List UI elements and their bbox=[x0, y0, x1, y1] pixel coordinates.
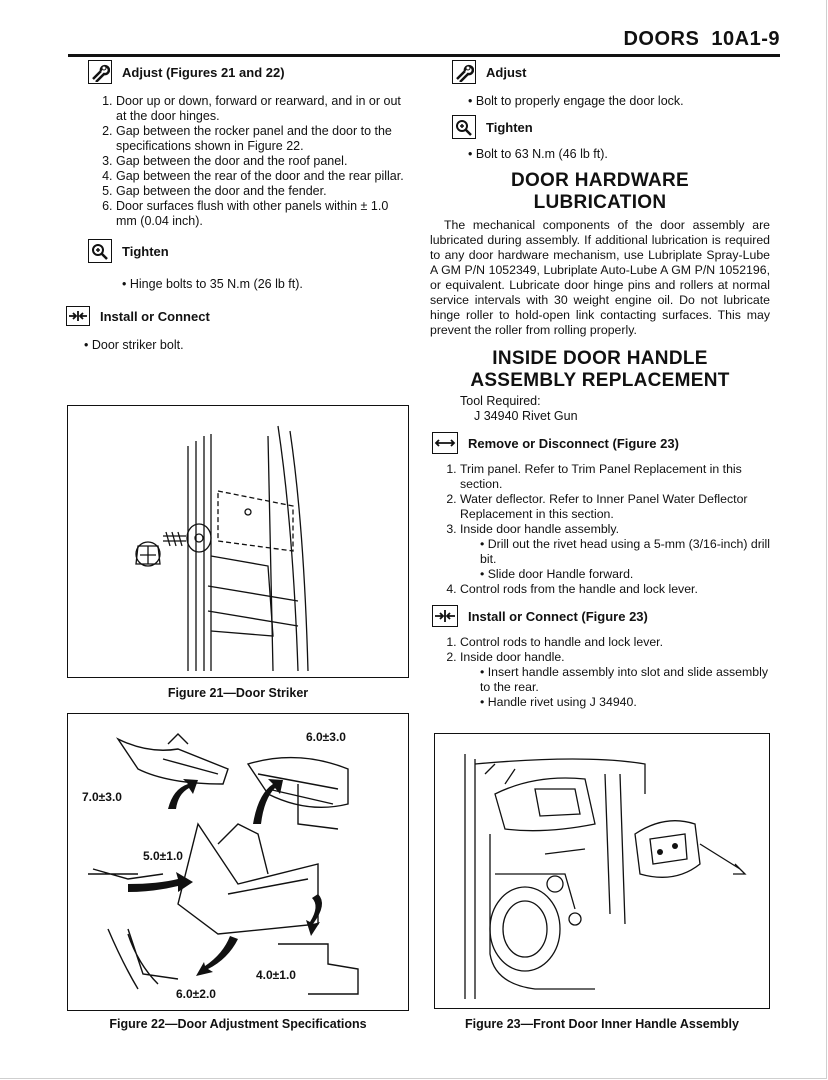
adjust-step: 5. Gap between the door and the fender. bbox=[116, 184, 406, 199]
adjust-step: 6. Door surfaces flush with other panels within ± 1.0 mm (0.04 inch). bbox=[116, 199, 406, 229]
remove-substep: • Slide door Handle forward. bbox=[480, 567, 770, 582]
figure-22 bbox=[67, 713, 409, 1011]
wrench-icon bbox=[88, 60, 112, 84]
adjust-item: • Bolt to properly engage the door lock. bbox=[468, 94, 770, 109]
lubrication-paragraph: The mechanical components of the door assembly are lubricated during assembly. If additional lubrication is required to any door hardware mechanism, use Lubriplate Spray-Lube A GM P/N 1052349, Lubriplate Auto-Lube A GM P/N 1052196, or equivalent. Lubricate door hinge pins and rollers at normal service intervals with 30 weight engine oil. Do not lubricate hinge roller to hold-open link contacting surfaces. This may prevent the roller from rolling properly. bbox=[430, 218, 770, 337]
lubrication-title-line: LUBRICATION bbox=[533, 192, 667, 213]
install-substeps bbox=[460, 665, 770, 710]
install-title: Install or Connect bbox=[100, 308, 210, 324]
left-column bbox=[76, 60, 406, 353]
remove-step: 1. Trim panel. Refer to Trim Panel Replacement in this section. bbox=[460, 462, 770, 492]
tighten-title-right: Tighten bbox=[486, 119, 533, 135]
handle-title-line: INSIDE DOOR HANDLE bbox=[492, 348, 708, 369]
tool-name: J 34940 Rivet Gun bbox=[474, 409, 578, 423]
install-arrows-icon bbox=[66, 306, 90, 326]
figure-23 bbox=[434, 733, 770, 1009]
tighten-heading-right bbox=[452, 115, 770, 139]
install-step bbox=[460, 650, 770, 710]
adjust-step: 2. Gap between the rocker panel and the door to the specifications shown in Figure 22. bbox=[116, 124, 406, 154]
remove-steps bbox=[430, 462, 770, 597]
page-header bbox=[68, 28, 780, 57]
install-step-text: Inside door handle. bbox=[460, 650, 565, 664]
install-substep: • Handle rivet using J 34940. bbox=[480, 695, 770, 710]
install-list bbox=[84, 338, 406, 353]
adjust-list-right bbox=[468, 94, 770, 109]
right-column bbox=[430, 60, 770, 710]
lubrication-title bbox=[430, 170, 770, 214]
figure-23-caption: Figure 23—Front Door Inner Handle Assembly bbox=[465, 1017, 739, 1031]
remove-heading bbox=[432, 432, 770, 454]
torque-wrench-icon bbox=[452, 115, 476, 139]
dimension-label: 5.0±1.0 bbox=[143, 849, 183, 863]
install-title-right: Install or Connect (Figure 23) bbox=[468, 608, 648, 624]
tighten-item: • Bolt to 63 N.m (46 lb ft). bbox=[468, 147, 770, 162]
remove-step: 4. Control rods from the handle and lock lever. bbox=[460, 582, 770, 597]
handle-replacement-title bbox=[430, 348, 770, 392]
tighten-item: • Hinge bolts to 35 N.m (26 lb ft). bbox=[122, 277, 406, 292]
adjust-step: 1. Door up or down, forward or rearward, and in or out at the door hinges. bbox=[116, 94, 406, 124]
page-title: DOORS 10A1-9 bbox=[623, 28, 780, 50]
wrench-icon bbox=[452, 60, 476, 84]
tool-label: Tool Required: bbox=[460, 394, 541, 408]
remove-arrows-icon bbox=[432, 432, 458, 454]
figure-22-caption: Figure 22—Door Adjustment Specifications bbox=[109, 1017, 367, 1031]
remove-step-text: Inside door handle assembly. bbox=[460, 522, 620, 536]
install-heading-right bbox=[432, 605, 770, 627]
dimension-label: 6.0±3.0 bbox=[306, 730, 346, 744]
adjust-heading bbox=[88, 60, 406, 84]
dimension-label: 6.0±2.0 bbox=[176, 987, 216, 1001]
dimension-label: 4.0±1.0 bbox=[256, 968, 296, 982]
install-substep: • Insert handle assembly into slot and slide assembly to the rear. bbox=[480, 665, 770, 695]
install-steps bbox=[430, 635, 770, 710]
tighten-heading bbox=[88, 239, 406, 263]
install-step: 1. Control rods to handle and lock lever. bbox=[460, 635, 770, 650]
remove-substep: • Drill out the rivet head using a 5-mm (3/16-inch) drill bit. bbox=[480, 537, 770, 567]
install-arrows-icon bbox=[432, 605, 458, 627]
adjust-step: 3. Gap between the door and the roof panel. bbox=[116, 154, 406, 169]
tighten-list-right bbox=[468, 147, 770, 162]
handle-title-line: ASSEMBLY REPLACEMENT bbox=[470, 370, 730, 391]
torque-wrench-icon bbox=[88, 239, 112, 263]
tighten-list bbox=[122, 277, 406, 292]
install-item: • Door striker bolt. bbox=[84, 338, 406, 353]
remove-substeps bbox=[460, 537, 770, 582]
figure-21 bbox=[67, 405, 409, 678]
adjust-title: Adjust (Figures 21 and 22) bbox=[122, 64, 285, 80]
lubrication-title-line: DOOR HARDWARE bbox=[510, 170, 690, 191]
door-adjustment-illustration bbox=[68, 714, 407, 1009]
door-striker-illustration bbox=[68, 406, 407, 676]
door-handle-illustration bbox=[435, 734, 768, 1007]
tighten-title: Tighten bbox=[122, 243, 169, 259]
remove-title: Remove or Disconnect (Figure 23) bbox=[468, 435, 679, 451]
dimension-label: 7.0±3.0 bbox=[82, 790, 122, 804]
tool-required bbox=[460, 394, 770, 424]
remove-step bbox=[460, 522, 770, 582]
adjust-step: 4. Gap between the rear of the door and the rear pillar. bbox=[116, 169, 406, 184]
figure-21-caption: Figure 21—Door Striker bbox=[167, 686, 309, 700]
remove-step: 2. Water deflector. Refer to Inner Panel Water Deflector Replacement in this section. bbox=[460, 492, 770, 522]
adjust-steps bbox=[76, 94, 406, 229]
install-heading bbox=[66, 306, 406, 326]
adjust-heading-right bbox=[452, 60, 770, 84]
adjust-title-right: Adjust bbox=[486, 64, 527, 80]
